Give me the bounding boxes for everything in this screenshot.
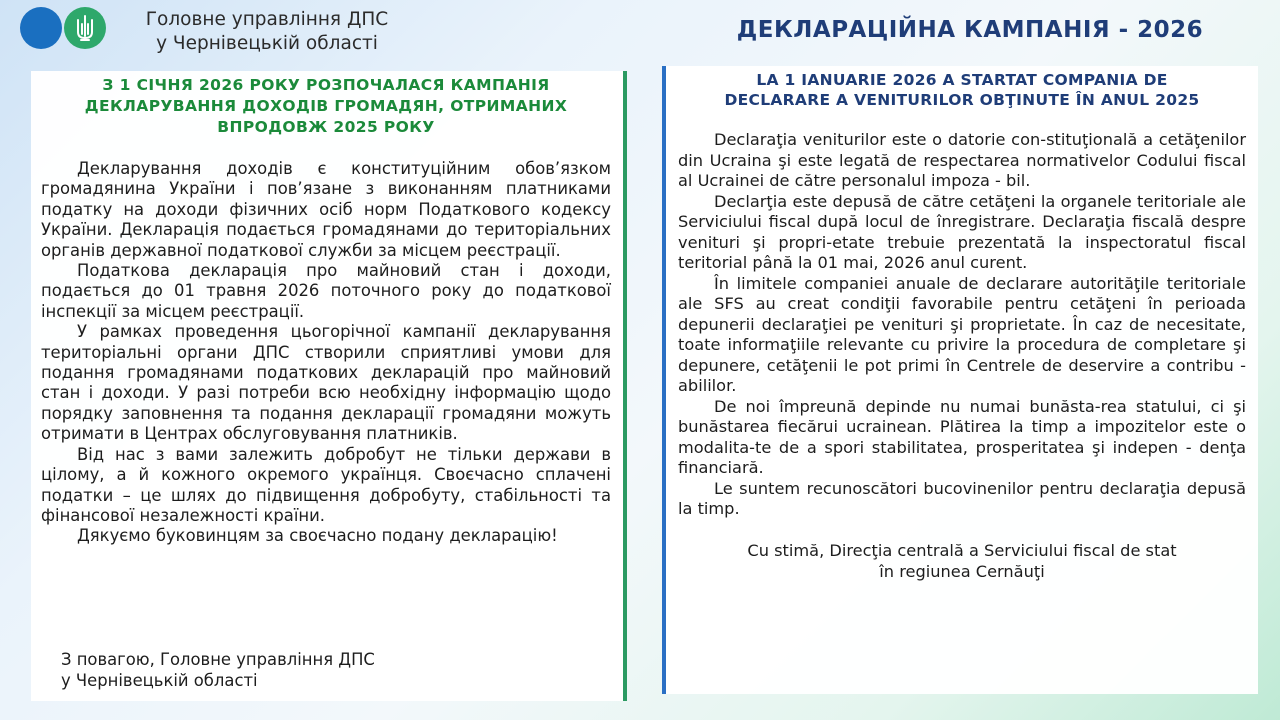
- ukrainian-paragraph: Дякуємо буковинцям за своєчасно подану декларацію!: [77, 526, 558, 546]
- romanian-paragraph: Le suntem recunoscători bucovinenilor pentru declaraţia depusă la timp.: [678, 478, 1246, 518]
- trident-icon-graphic: [74, 14, 96, 42]
- ukrainian-signature-line: у Чернівецькій області: [61, 671, 258, 690]
- romanian-heading-line: DECLARARE A VENITURILOR OBŢINUTE ÎN ANUL 2025: [724, 91, 1200, 109]
- romanian-signature-line: Cu stimă, Direcţia centrală a Serviciului fiscal de stat: [747, 540, 1177, 560]
- trident-icon: [64, 7, 106, 49]
- romanian-heading-line: LA 1 IANUARIE 2026 A STARTAT COMPANIA DE: [756, 71, 1168, 89]
- ukrainian-announcement-panel: [31, 71, 627, 701]
- romanian-heading: [678, 70, 1246, 110]
- organization-name: [122, 8, 412, 56]
- romanian-paragraph: Declaraţia veniturilor este o datorie con-stituţională a cetăţenilor din Ucraina şi este legată de respectarea normativelor Codului fiscal al Ucrainei de către personalul impoza - bil.: [678, 130, 1246, 190]
- ukrainian-paragraph: Декларування доходів є конституційним обов’язком громадянина України і пов’язане з виконанням платниками податку на доходи фізичних осіб норм Податкового кодексу України. Декларація подається громадянами до територіальних органів державної податкової служби за місцем реєстрації.: [41, 159, 611, 260]
- ukrainian-body-text: [41, 159, 611, 547]
- ukrainian-heading-line: З 1 СІЧНЯ 2026 РОКУ РОЗПОЧАЛАСЯ КАМПАНІЯ: [102, 76, 550, 94]
- romanian-signature-line: în regiunea Cernăuţi: [879, 561, 1045, 581]
- romanian-paragraph: În limitele companiei anuale de declarare autorităţile teritoriale ale SFS au creat condiţii favorabile pentru cetăţeni în perioada depunerii declaraţiei pe venituri şi proprietate. În caz de necesitate, toate informaţiile relevante cu privire la procedura de completare şi depunere, cetăţenii le pot primi în Centrele de deservire a contribu - abililor.: [678, 273, 1246, 395]
- ukrainian-signature: [61, 649, 375, 691]
- organization-name-line2: у Чернівецькій області: [156, 33, 378, 54]
- ukrainian-paragraph: Податкова декларація про майновий стан і доходи, подається до 01 травня 2026 поточного року до податкової інспекції за місцем реєстрації.: [41, 261, 611, 321]
- romanian-body-text: [678, 130, 1246, 520]
- ukrainian-paragraph: У рамках проведення цьогорічної кампанії декларування територіальні органи ДПС створили сприятливі умови для подання громадянами податкових декларацій про майновий стан і доходи. У разі потреби всю необхідну інформацію щодо порядку заповнення та подання декларації громадяни можуть отримати в Центрах обслуговування платників.: [41, 322, 611, 444]
- romanian-announcement-panel: [662, 66, 1258, 694]
- romanian-paragraph: Declarţia este depusă de către cetăţeni la organele teritoriale ale Serviciului fiscal după locul de înregistrare. Declaraţia fiscală despre venituri şi propri-etate trebuie prezentată la inspectoratul fiscal teritorial până la 01 mai, 2026 anul curent.: [678, 191, 1246, 272]
- romanian-signature: [678, 540, 1246, 582]
- ukrainian-heading-line: ДЕКЛАРУВАННЯ ДОХОДІВ ГРОМАДЯН, ОТРИМАНИХ: [84, 97, 568, 115]
- brand-logo-circle: [20, 7, 62, 49]
- ukrainian-heading: [41, 75, 611, 138]
- ukrainian-paragraph: Від нас з вами залежить добробут не тільки держави в цілому, а й кожного окремого українця. Своєчасно сплачені податки – це шлях до підвищення добробуту, стабільності та фінансової незалежності країни.: [41, 444, 611, 525]
- ukrainian-signature-line: З повагою, Головне управління ДПС: [61, 650, 375, 669]
- page-title: ДЕКЛАРАЦІЙНА КАМПАНІЯ - 2026: [736, 17, 1204, 43]
- romanian-paragraph: De noi împreună depinde nu numai bunăsta-rea statului, ci şi bunăstarea fiecărui ucrainean. Plătirea la timp a impozitelor este o modalita-te de a spori stabilitatea, prosperitatea şi indepen - denţa financiară.: [678, 396, 1246, 477]
- organization-name-line1: Головне управління ДПС: [145, 9, 389, 30]
- ukrainian-heading-line: ВПРОДОВЖ 2025 РОКУ: [217, 118, 435, 136]
